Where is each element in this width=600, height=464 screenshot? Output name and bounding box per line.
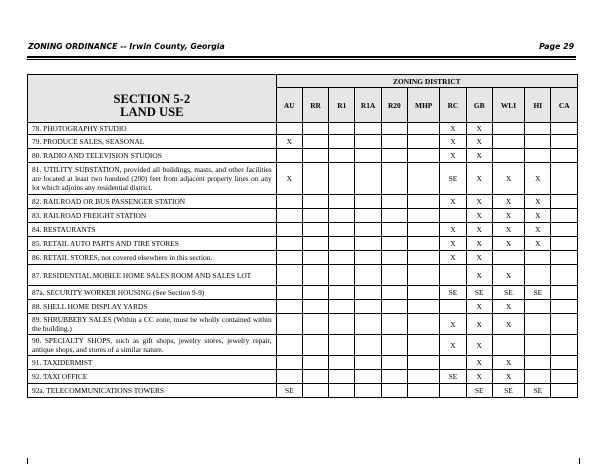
- permission-cell: [407, 163, 439, 195]
- permission-cell: [355, 223, 381, 237]
- permission-cell: [407, 251, 439, 265]
- permission-cell: [329, 123, 355, 135]
- permission-cell: [525, 265, 551, 286]
- permission-cell: [302, 209, 328, 223]
- permission-cell: [329, 265, 355, 286]
- permission-cell: X: [440, 195, 466, 209]
- permission-cell: X: [440, 314, 466, 335]
- land-use-description: 87a. SECURITY WORKER HOUSING (See Section 9-9): [28, 286, 277, 300]
- permission-cell: [329, 384, 355, 398]
- permission-cell: [407, 265, 439, 286]
- permission-cell: [302, 300, 328, 314]
- land-use-description: 79. PRODUCE SALES, SEASONAL: [28, 135, 277, 149]
- permission-cell: [407, 300, 439, 314]
- table-row: [28, 370, 578, 384]
- permission-cell: [440, 265, 466, 286]
- permission-cell: [407, 195, 439, 209]
- permission-cell: [329, 251, 355, 265]
- permission-cell: [381, 135, 407, 149]
- permission-cell: [355, 237, 381, 251]
- permission-cell: X: [440, 123, 466, 135]
- table-row: [28, 223, 578, 237]
- permission-cell: [381, 237, 407, 251]
- header-rule-thin: [27, 59, 576, 60]
- permission-cell: X: [466, 251, 492, 265]
- permission-cell: [355, 149, 381, 163]
- header-rule: [27, 56, 576, 58]
- permission-cell: [302, 356, 328, 370]
- permission-cell: [302, 335, 328, 356]
- permission-cell: [381, 356, 407, 370]
- permission-cell: X: [466, 314, 492, 335]
- page-header: [28, 41, 574, 55]
- permission-cell: [276, 223, 302, 237]
- table-row: [28, 209, 578, 223]
- permission-cell: X: [525, 223, 551, 237]
- permission-cell: X: [440, 135, 466, 149]
- permission-cell: [355, 286, 381, 300]
- permission-cell: [407, 384, 439, 398]
- permission-cell: [276, 265, 302, 286]
- permission-cell: [329, 223, 355, 237]
- permission-cell: [551, 251, 578, 265]
- permission-cell: [329, 314, 355, 335]
- permission-cell: [276, 335, 302, 356]
- land-use-description: 87. RESIDENTIAL MOBILE HOME SALES ROOM AND SALES LOT: [28, 265, 277, 286]
- zone-column-au: AU: [276, 88, 302, 123]
- permission-cell: X: [525, 163, 551, 195]
- permission-cell: [381, 335, 407, 356]
- permission-cell: [276, 251, 302, 265]
- permission-cell: [329, 209, 355, 223]
- permission-cell: X: [440, 251, 466, 265]
- zone-column-rc: RC: [440, 88, 466, 123]
- permission-cell: X: [466, 370, 492, 384]
- land-use-description: 89. SHRUBBERY SALES (Within a CC zone, must be wholly contained within the building.): [28, 314, 277, 335]
- zone-column-rr: RR: [302, 88, 328, 123]
- zone-column-r1a: R1A: [355, 88, 381, 123]
- table-row: [28, 335, 578, 356]
- permission-cell: [381, 314, 407, 335]
- permission-cell: SE: [525, 384, 551, 398]
- permission-cell: [276, 370, 302, 384]
- table-row: [28, 265, 578, 286]
- permission-cell: X: [466, 356, 492, 370]
- permission-cell: [302, 314, 328, 335]
- table-row: [28, 149, 578, 163]
- document-title: ZONING ORDINANCE -- Irwin County, Georgia: [28, 42, 225, 51]
- land-use-description: 86. RETAIL STORES, not covered elsewhere in this section.: [28, 251, 277, 265]
- table-row: [28, 195, 578, 209]
- permission-cell: [302, 384, 328, 398]
- permission-cell: [551, 135, 578, 149]
- permission-cell: [525, 356, 551, 370]
- permission-cell: [525, 335, 551, 356]
- permission-cell: X: [276, 163, 302, 195]
- table-row: [28, 163, 578, 195]
- permission-cell: [551, 163, 578, 195]
- permission-cell: [525, 123, 551, 135]
- zone-column-r20: R20: [381, 88, 407, 123]
- land-use-description: 81. UTILITY SUBSTATION, provided all buildings, masts, and other facilities are located at least two hundred (200) feet from adjacent property lines on any lot which adjoins any residential district.: [28, 163, 277, 195]
- permission-cell: [381, 251, 407, 265]
- permission-cell: [302, 265, 328, 286]
- permission-cell: [329, 163, 355, 195]
- permission-cell: [381, 370, 407, 384]
- land-use-description: 82. RAILROAD OR BUS PASSENGER STATION: [28, 195, 277, 209]
- permission-cell: [276, 356, 302, 370]
- permission-cell: [329, 300, 355, 314]
- permission-cell: SE: [440, 370, 466, 384]
- zoning-district-header: ZONING DISTRICT: [276, 75, 577, 88]
- permission-cell: X: [492, 195, 524, 209]
- permission-cell: [525, 370, 551, 384]
- permission-cell: SE: [525, 286, 551, 300]
- permission-cell: [551, 209, 578, 223]
- permission-cell: X: [466, 163, 492, 195]
- permission-cell: [381, 286, 407, 300]
- permission-cell: [355, 209, 381, 223]
- permission-cell: [302, 370, 328, 384]
- permission-cell: [355, 265, 381, 286]
- permission-cell: [407, 123, 439, 135]
- permission-cell: [355, 314, 381, 335]
- permission-cell: SE: [492, 384, 524, 398]
- permission-cell: [551, 370, 578, 384]
- permission-cell: [440, 209, 466, 223]
- zone-column-hi: HI: [525, 88, 551, 123]
- land-use-description: 85. RETAIL AUTO PARTS AND TIRE STORES: [28, 237, 277, 251]
- permission-cell: [276, 286, 302, 300]
- section-heading: [28, 75, 277, 123]
- permission-cell: [525, 135, 551, 149]
- zone-column-gb: GB: [466, 88, 492, 123]
- permission-cell: X: [492, 370, 524, 384]
- permission-cell: [355, 135, 381, 149]
- permission-cell: SE: [440, 286, 466, 300]
- permission-cell: [407, 314, 439, 335]
- land-use-description: 84. RESTAURANTS: [28, 223, 277, 237]
- permission-cell: [276, 149, 302, 163]
- permission-cell: [551, 265, 578, 286]
- land-use-description: 78. PHOTOGRAPHY STUDIO: [28, 123, 277, 135]
- permission-cell: X: [466, 209, 492, 223]
- permission-cell: [492, 251, 524, 265]
- permission-cell: [355, 384, 381, 398]
- table-row: [28, 300, 578, 314]
- permission-cell: SE: [466, 286, 492, 300]
- permission-cell: X: [492, 314, 524, 335]
- permission-cell: X: [276, 135, 302, 149]
- permission-cell: [407, 135, 439, 149]
- permission-cell: [302, 251, 328, 265]
- permission-cell: [355, 356, 381, 370]
- land-use-description: 92a. TELECOMMUNICATIONS TOWERS: [28, 384, 277, 398]
- permission-cell: [355, 195, 381, 209]
- permission-cell: X: [466, 149, 492, 163]
- permission-cell: X: [466, 265, 492, 286]
- permission-cell: [492, 123, 524, 135]
- permission-cell: [525, 251, 551, 265]
- permission-cell: [407, 286, 439, 300]
- permission-cell: X: [440, 335, 466, 356]
- permission-cell: [329, 286, 355, 300]
- permission-cell: X: [525, 209, 551, 223]
- permission-cell: [329, 195, 355, 209]
- permission-cell: [381, 195, 407, 209]
- permission-cell: X: [492, 300, 524, 314]
- permission-cell: [276, 314, 302, 335]
- permission-cell: X: [440, 223, 466, 237]
- permission-cell: [440, 356, 466, 370]
- permission-cell: SE: [466, 384, 492, 398]
- permission-cell: [329, 149, 355, 163]
- land-use-description: 91. TAXIDERMIST: [28, 356, 277, 370]
- permission-cell: [492, 335, 524, 356]
- permission-cell: X: [466, 123, 492, 135]
- permission-cell: [355, 300, 381, 314]
- permission-cell: [302, 195, 328, 209]
- permission-cell: X: [466, 300, 492, 314]
- permission-cell: X: [492, 356, 524, 370]
- permission-cell: X: [440, 237, 466, 251]
- permission-cell: [551, 384, 578, 398]
- permission-cell: [381, 223, 407, 237]
- permission-cell: [302, 223, 328, 237]
- permission-cell: [329, 335, 355, 356]
- permission-cell: [329, 135, 355, 149]
- permission-cell: [492, 135, 524, 149]
- permission-cell: [551, 335, 578, 356]
- permission-cell: SE: [492, 286, 524, 300]
- permission-cell: [551, 223, 578, 237]
- permission-cell: [381, 209, 407, 223]
- table-row: [28, 356, 578, 370]
- permission-cell: SE: [440, 163, 466, 195]
- permission-cell: [407, 356, 439, 370]
- permission-cell: [355, 123, 381, 135]
- permission-cell: [381, 163, 407, 195]
- permission-cell: [329, 237, 355, 251]
- permission-cell: X: [492, 209, 524, 223]
- permission-cell: [381, 300, 407, 314]
- permission-cell: [407, 237, 439, 251]
- permission-cell: [492, 149, 524, 163]
- permission-cell: [355, 335, 381, 356]
- permission-cell: [551, 356, 578, 370]
- permission-cell: [302, 149, 328, 163]
- page-number: Page 29: [539, 42, 574, 51]
- permission-cell: X: [492, 223, 524, 237]
- zone-column-mhp: MHP: [407, 88, 439, 123]
- permission-cell: [302, 286, 328, 300]
- permission-cell: [407, 370, 439, 384]
- land-use-description: 83. RAILROAD FREIGHT STATION: [28, 209, 277, 223]
- permission-cell: [551, 300, 578, 314]
- permission-cell: [302, 163, 328, 195]
- permission-cell: X: [466, 135, 492, 149]
- permission-cell: X: [440, 149, 466, 163]
- zone-column-ca: CA: [551, 88, 578, 123]
- permission-cell: X: [492, 237, 524, 251]
- permission-cell: [407, 223, 439, 237]
- permission-cell: [355, 251, 381, 265]
- table-row: [28, 123, 578, 135]
- table-row: [28, 286, 578, 300]
- permission-cell: [381, 123, 407, 135]
- permission-cell: [381, 265, 407, 286]
- permission-cell: X: [466, 237, 492, 251]
- permission-cell: [329, 370, 355, 384]
- permission-cell: SE: [276, 384, 302, 398]
- section-number: SECTION 5-2: [113, 92, 191, 106]
- permission-cell: [440, 384, 466, 398]
- land-use-description: 90. SPECIALTY SHOPS, such as gift shops, jewelry stores, jewelry repair, antique shops, and stores of a similar nature.: [28, 335, 277, 356]
- zone-column-r1: R1: [329, 88, 355, 123]
- permission-cell: [407, 335, 439, 356]
- permission-cell: [525, 149, 551, 163]
- permission-cell: [276, 195, 302, 209]
- permission-cell: X: [525, 195, 551, 209]
- permission-cell: [302, 135, 328, 149]
- land-use-description: 88. SHELL HOME DISPLAY YARDS: [28, 300, 277, 314]
- permission-cell: [302, 237, 328, 251]
- permission-cell: [276, 300, 302, 314]
- permission-cell: [551, 314, 578, 335]
- permission-cell: [355, 370, 381, 384]
- permission-cell: [381, 149, 407, 163]
- permission-cell: X: [466, 223, 492, 237]
- permission-cell: [381, 384, 407, 398]
- permission-cell: [407, 209, 439, 223]
- section-title: LAND USE: [120, 105, 184, 119]
- permission-cell: [355, 163, 381, 195]
- zone-column-wli: WLI: [492, 88, 524, 123]
- table-row: [28, 135, 578, 149]
- permission-cell: X: [525, 237, 551, 251]
- permission-cell: [407, 149, 439, 163]
- land-use-description: 92. TAXI OFFICE: [28, 370, 277, 384]
- table-continuation: [27, 458, 580, 464]
- table-row: [28, 314, 578, 335]
- permission-cell: [525, 314, 551, 335]
- permission-cell: X: [466, 335, 492, 356]
- permission-cell: [551, 123, 578, 135]
- permission-cell: [276, 209, 302, 223]
- land-use-table: [27, 74, 578, 398]
- permission-cell: [276, 237, 302, 251]
- permission-cell: [551, 195, 578, 209]
- permission-cell: [440, 300, 466, 314]
- table-row: [28, 251, 578, 265]
- table-row: [28, 237, 578, 251]
- permission-cell: [551, 237, 578, 251]
- permission-cell: X: [492, 163, 524, 195]
- permission-cell: [525, 300, 551, 314]
- permission-cell: X: [466, 195, 492, 209]
- table-row: [28, 384, 578, 398]
- permission-cell: [302, 123, 328, 135]
- permission-cell: [551, 149, 578, 163]
- permission-cell: X: [492, 265, 524, 286]
- permission-cell: [329, 356, 355, 370]
- permission-cell: [276, 123, 302, 135]
- permission-cell: [551, 286, 578, 300]
- land-use-description: 80. RADIO AND TELEVISION STUDIOS: [28, 149, 277, 163]
